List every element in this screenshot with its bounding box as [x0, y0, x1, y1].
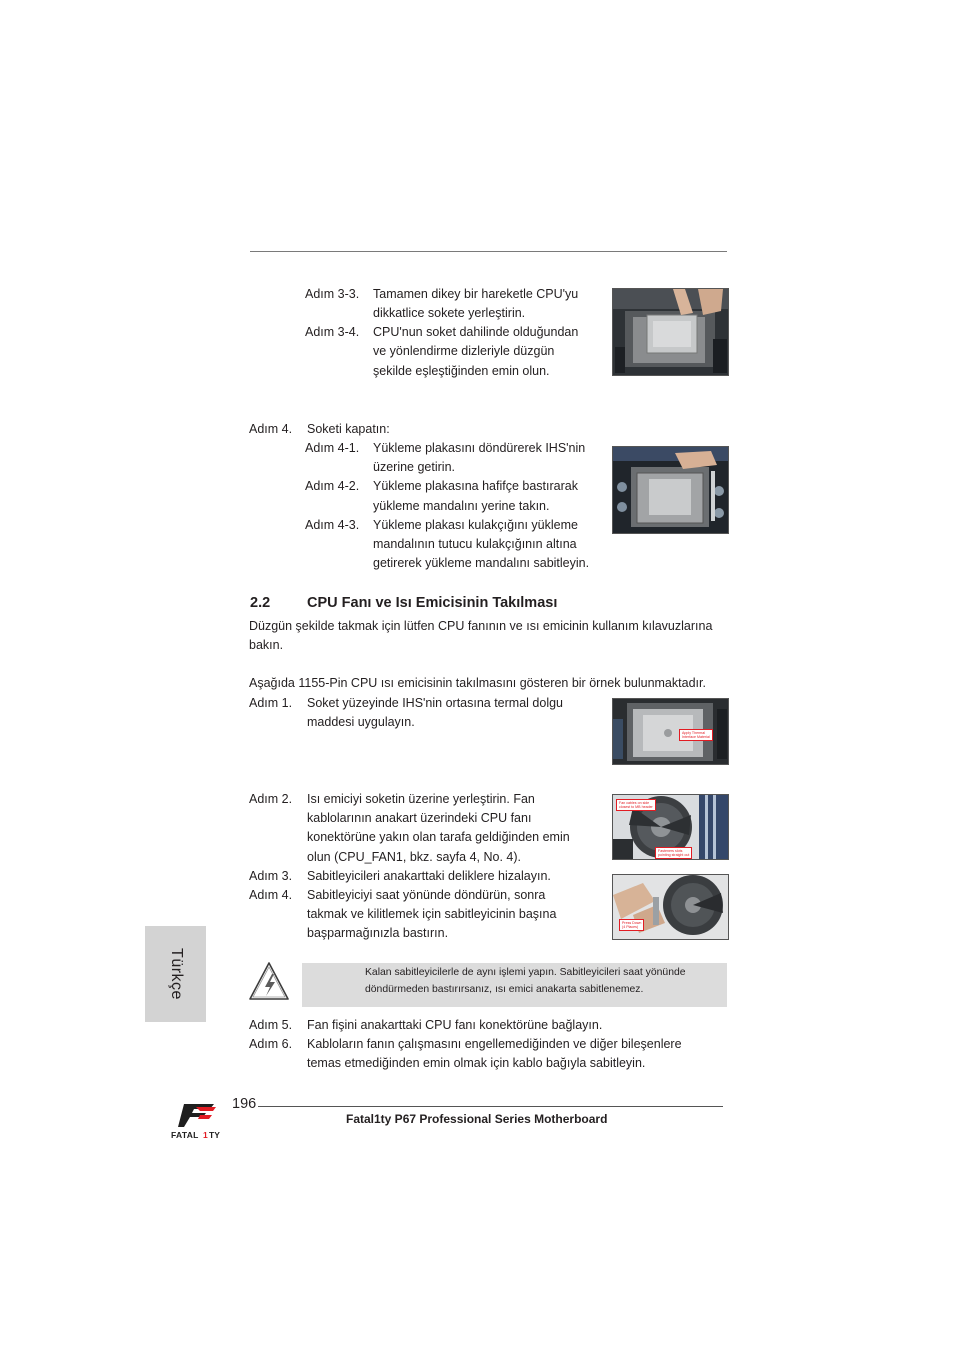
caution-note-line-2: döndürmeden bastırırsanız, ısı emici anakarta sabitlenemez. — [365, 983, 644, 995]
thermal-paste-photo — [612, 698, 729, 765]
language-tab — [145, 926, 206, 1022]
step-3-3-line-1: Tamamen dikey bir hareketle CPU'yu — [373, 287, 579, 301]
heatsink-placement-photo — [612, 794, 729, 860]
fan-step-3-label: Adım 3. — [249, 869, 293, 883]
step-4-1-line-1: Yükleme plakasını döndürerek IHS'nin — [373, 441, 586, 455]
press-down-photo — [612, 874, 729, 940]
warning-icon — [248, 960, 290, 1002]
svg-text:1: 1 — [203, 1130, 208, 1140]
fan-step-4-line-2: takmak ve kilitlemek için sabitleyicinin başına — [307, 907, 557, 921]
fan-step-6-line-1: Kabloların fanın çalışmasını engellemediğinden ve diğer bileşenlere — [307, 1037, 682, 1051]
step-4-3-line-2: mandalının tutucu kulakçığının altına — [373, 537, 577, 551]
page-number: 196 — [232, 1096, 257, 1112]
fan-step-2-line-3: konektörüne yakın olan tarafa geldiğinden emin — [307, 830, 570, 844]
step-4-2-line-1: Yükleme plakasına hafifçe bastırarak — [373, 479, 578, 493]
fastener-slots-callout-line-2: pointing straight out — [658, 853, 690, 858]
step-3-3-label: Adım 3-3. — [305, 287, 360, 301]
step-4-3-label: Adım 4-3. — [305, 518, 360, 532]
svg-text:TY: TY — [209, 1130, 220, 1140]
fastener-slots-callout-line-1: Fasteners slots — [658, 849, 683, 853]
fan-step-5-line-1: Fan fişini anakarttaki CPU fanı konektörüne bağlayın. — [307, 1018, 603, 1032]
caution-note-text — [365, 965, 686, 998]
thermal-callout — [679, 729, 713, 741]
svg-text:FATAL: FATAL — [171, 1130, 199, 1140]
step-3-4-line-2: ve yönlendirme dizleriyle düzgün — [373, 344, 555, 358]
fan-step-2-label: Adım 2. — [249, 792, 293, 806]
step-3-4-label: Adım 3-4. — [305, 325, 360, 339]
caution-note-box — [302, 963, 727, 1007]
fan-cables-callout-line-2: closest to MB header — [619, 805, 653, 810]
fastener-slots-callout — [655, 847, 692, 859]
fan-step-6-line-2: temas etmediğinden emin olmak için kablo bağıyla sabitleyin. — [307, 1056, 646, 1070]
fan-step-4-label: Adım 4. — [249, 888, 293, 902]
press-down-callout — [619, 919, 644, 931]
section-intro-line-2: bakın. — [249, 638, 284, 652]
language-tab-label: Türkçe — [167, 948, 185, 1000]
thermal-callout-line-1: Apply Thermal — [682, 731, 706, 735]
fan-step-6-label: Adım 6. — [249, 1037, 293, 1051]
thermal-callout-line-2: Interface Material — [682, 735, 710, 740]
step-3-4-line-1: CPU'nun soket dahilinde olduğundan — [373, 325, 579, 339]
fan-step-2-line-4: olun (CPU_FAN1, bkz. sayfa 4, No. 4). — [307, 850, 521, 864]
fan-step-1-line-2: maddesi uygulayın. — [307, 715, 415, 729]
step-4-3-line-3: getirerek yükleme mandalını sabitleyin. — [373, 556, 590, 570]
press-down-callout-line-2: (4 Places) — [622, 925, 639, 930]
top-rule — [250, 251, 727, 252]
fan-step-1-label: Adım 1. — [249, 696, 293, 710]
section-number: 2.2 — [250, 595, 271, 611]
fan-step-4-line-3: başparmağınızla bastırın. — [307, 926, 449, 940]
step-4-1-label: Adım 4-1. — [305, 441, 360, 455]
caution-note-line-1: Kalan sabitleyicilerle de aynı işlemi yapın. Sabitleyicileri saat yönünde — [365, 967, 686, 978]
footer-title: Fatal1ty P67 Professional Series Motherboard — [346, 1112, 608, 1126]
fan-step-2-line-1: Isı emiciyi soketin üzerine yerleştirin. Fan — [307, 792, 535, 806]
fan-step-1-line-1: Soket yüzeyinde IHS'nin ortasına termal dolgu — [307, 696, 563, 710]
fatal1ty-logo — [170, 1101, 228, 1141]
step-4-1-line-2: üzerine getirin. — [373, 460, 455, 474]
section-intro-line-1: Düzgün şekilde takmak için lütfen CPU fanının ve ısı emicinin kullanım kılavuzlarına — [249, 619, 713, 633]
cpu-insert-photo — [612, 288, 729, 376]
step-4-2-label: Adım 4-2. — [305, 479, 360, 493]
socket-close-photo — [612, 446, 729, 534]
section-example-line: Aşağıda 1155-Pin CPU ısı emicisinin takılmasını gösteren bir örnek bulunmaktadır. — [249, 676, 706, 690]
step-4-label: Adım 4. — [249, 422, 293, 436]
fan-step-2-line-2: kablolarının anakart üzerindeki CPU fanı — [307, 811, 532, 825]
step-4-2-line-2: yükleme mandalını yerine takın. — [373, 499, 550, 513]
fan-step-5-label: Adım 5. — [249, 1018, 293, 1032]
step-3-3-line-2: dikkatlice sokete yerleştirin. — [373, 306, 526, 320]
fan-step-4-line-1: Sabitleyiciyi saat yönünde döndürün, sonra — [307, 888, 546, 902]
step-3-4-line-3: şekilde eşleştiğinden emin olun. — [373, 364, 550, 378]
step-4-text: Soketi kapatın: — [307, 422, 390, 436]
step-4-3-line-1: Yükleme plakası kulakçığını yükleme — [373, 518, 578, 532]
fan-cables-callout-line-1: Fan cables on side — [619, 801, 650, 805]
press-down-callout-line-1: Press Down — [622, 921, 642, 925]
fan-step-3-line-1: Sabitleyicileri anakarttaki deliklere hizalayın. — [307, 869, 551, 883]
section-title: CPU Fanı ve Isı Emicisinin Takılması — [307, 595, 558, 611]
footer-rule — [247, 1106, 723, 1107]
fan-cables-callout — [616, 799, 656, 811]
